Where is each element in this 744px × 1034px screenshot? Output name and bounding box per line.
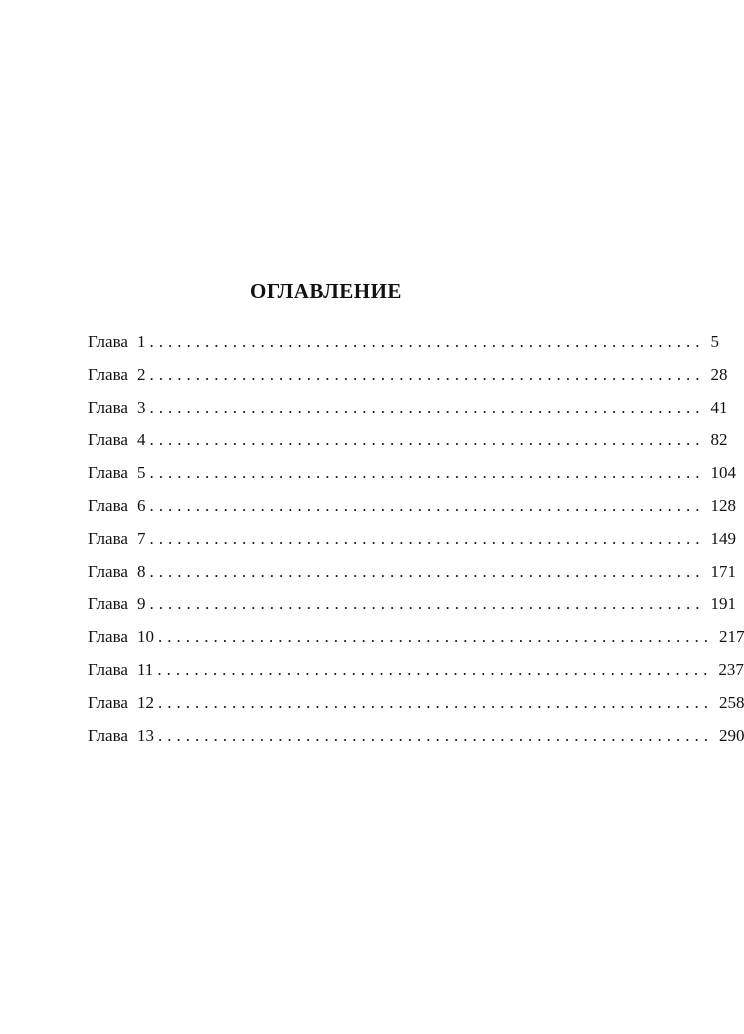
toc-entry-number: 7 [136,528,146,548]
toc-entry-label-group [88,592,149,616]
toc-entry-label: Глава [88,364,128,384]
toc-entry [88,691,744,724]
toc-entry-label-group [88,560,149,584]
toc-dot-leader: ............................................................ [149,397,705,417]
toc-entry-page: 149 [710,528,736,548]
toc-entry-label: Глава [88,659,128,679]
toc-entry-label: Глава [88,561,128,581]
toc-dot-leader: ............................................................ [149,430,705,450]
toc-dot-leader: ............................................................ [157,692,713,712]
toc-entry-number: 13 [136,725,154,745]
toc-entry [88,527,736,560]
toc-entry-label-group [88,461,149,485]
toc-entry [88,592,736,625]
toc-entry-number: 8 [136,561,146,581]
toc-entry [88,396,728,429]
toc-entry-number: 4 [136,430,146,450]
toc-entry-label: Глава [88,332,128,351]
toc-entry-page: 258 [718,692,744,712]
toc-dot-leader: ............................................................ [157,627,713,647]
toc-entry-page: 290 [718,725,744,745]
toc-dot-leader: ............................................................ [149,594,705,614]
toc-entry-page: 82 [710,430,728,450]
toc-dot-leader: ............................................................ [149,364,705,384]
toc-entry-page: 237 [718,659,744,679]
toc-dot-leader: ............................................................ [157,725,713,745]
toc-entry-label: Глава [88,528,128,548]
toc-entry-label-group [88,494,149,518]
toc-dot-leader: ............................................................ [149,561,705,581]
toc-entry-number: 1 [136,332,146,351]
toc-entry-label: Глава [88,495,128,515]
toc-entry-label-group [88,330,149,354]
toc-entry-page: 217 [718,627,744,647]
toc-entry-page: 171 [710,561,736,581]
toc-entry-number: 3 [136,397,146,417]
toc-entry-label: Глава [88,430,128,450]
toc-dot-leader: ............................................................ [149,463,705,483]
toc-entry-label: Глава [88,725,128,745]
toc-entry [88,428,728,461]
toc-entry [88,658,744,691]
toc-dot-leader: ............................................................ [149,528,705,548]
toc-entry-page: 128 [710,495,736,515]
toc-entry-page: 41 [710,397,728,417]
toc-entry-label: Глава [88,594,128,614]
toc-entry-label-group [88,527,149,551]
toc-entry [88,494,736,527]
toc-entry [88,461,736,494]
toc-dot-leader: ............................................................ [149,332,705,351]
toc-entry-number: 10 [136,627,154,647]
toc-entry-number: 6 [136,495,146,515]
toc-entry [88,363,728,396]
toc-entry-label-group [88,724,158,748]
toc-entry-page: 104 [710,463,736,483]
toc-entry-label-group [88,363,149,387]
toc-entry-number: 2 [136,364,146,384]
toc-entry [88,560,736,593]
toc-title: ОГЛАВЛЕНИЕ [250,279,402,303]
toc-list [88,330,744,756]
toc-entry-number: 5 [136,463,146,483]
toc-entry-page: 5 [710,332,719,351]
toc-entry-label: Глава [88,627,128,647]
toc-dot-leader: ............................................................ [157,659,713,679]
toc-entry-label: Глава [88,692,128,712]
toc-entry-number: 12 [136,692,154,712]
toc-entry-number: 9 [136,594,146,614]
toc-entry-label-group [88,396,149,420]
toc-entry-label-group [88,625,158,649]
toc-entry-label-group [88,428,149,452]
toc-dot-leader: ............................................................ [149,495,705,515]
toc-entry-label: Глава [88,463,128,483]
toc-entry-number: 11 [136,659,154,679]
toc-entry [88,330,719,363]
toc-entry [88,724,744,757]
toc-entry-page: 191 [710,594,736,614]
toc-entry-page: 28 [710,364,728,384]
toc-entry-label-group [88,658,157,682]
toc-entry-label: Глава [88,397,128,417]
toc-entry [88,625,744,658]
toc-entry-label-group [88,691,158,715]
